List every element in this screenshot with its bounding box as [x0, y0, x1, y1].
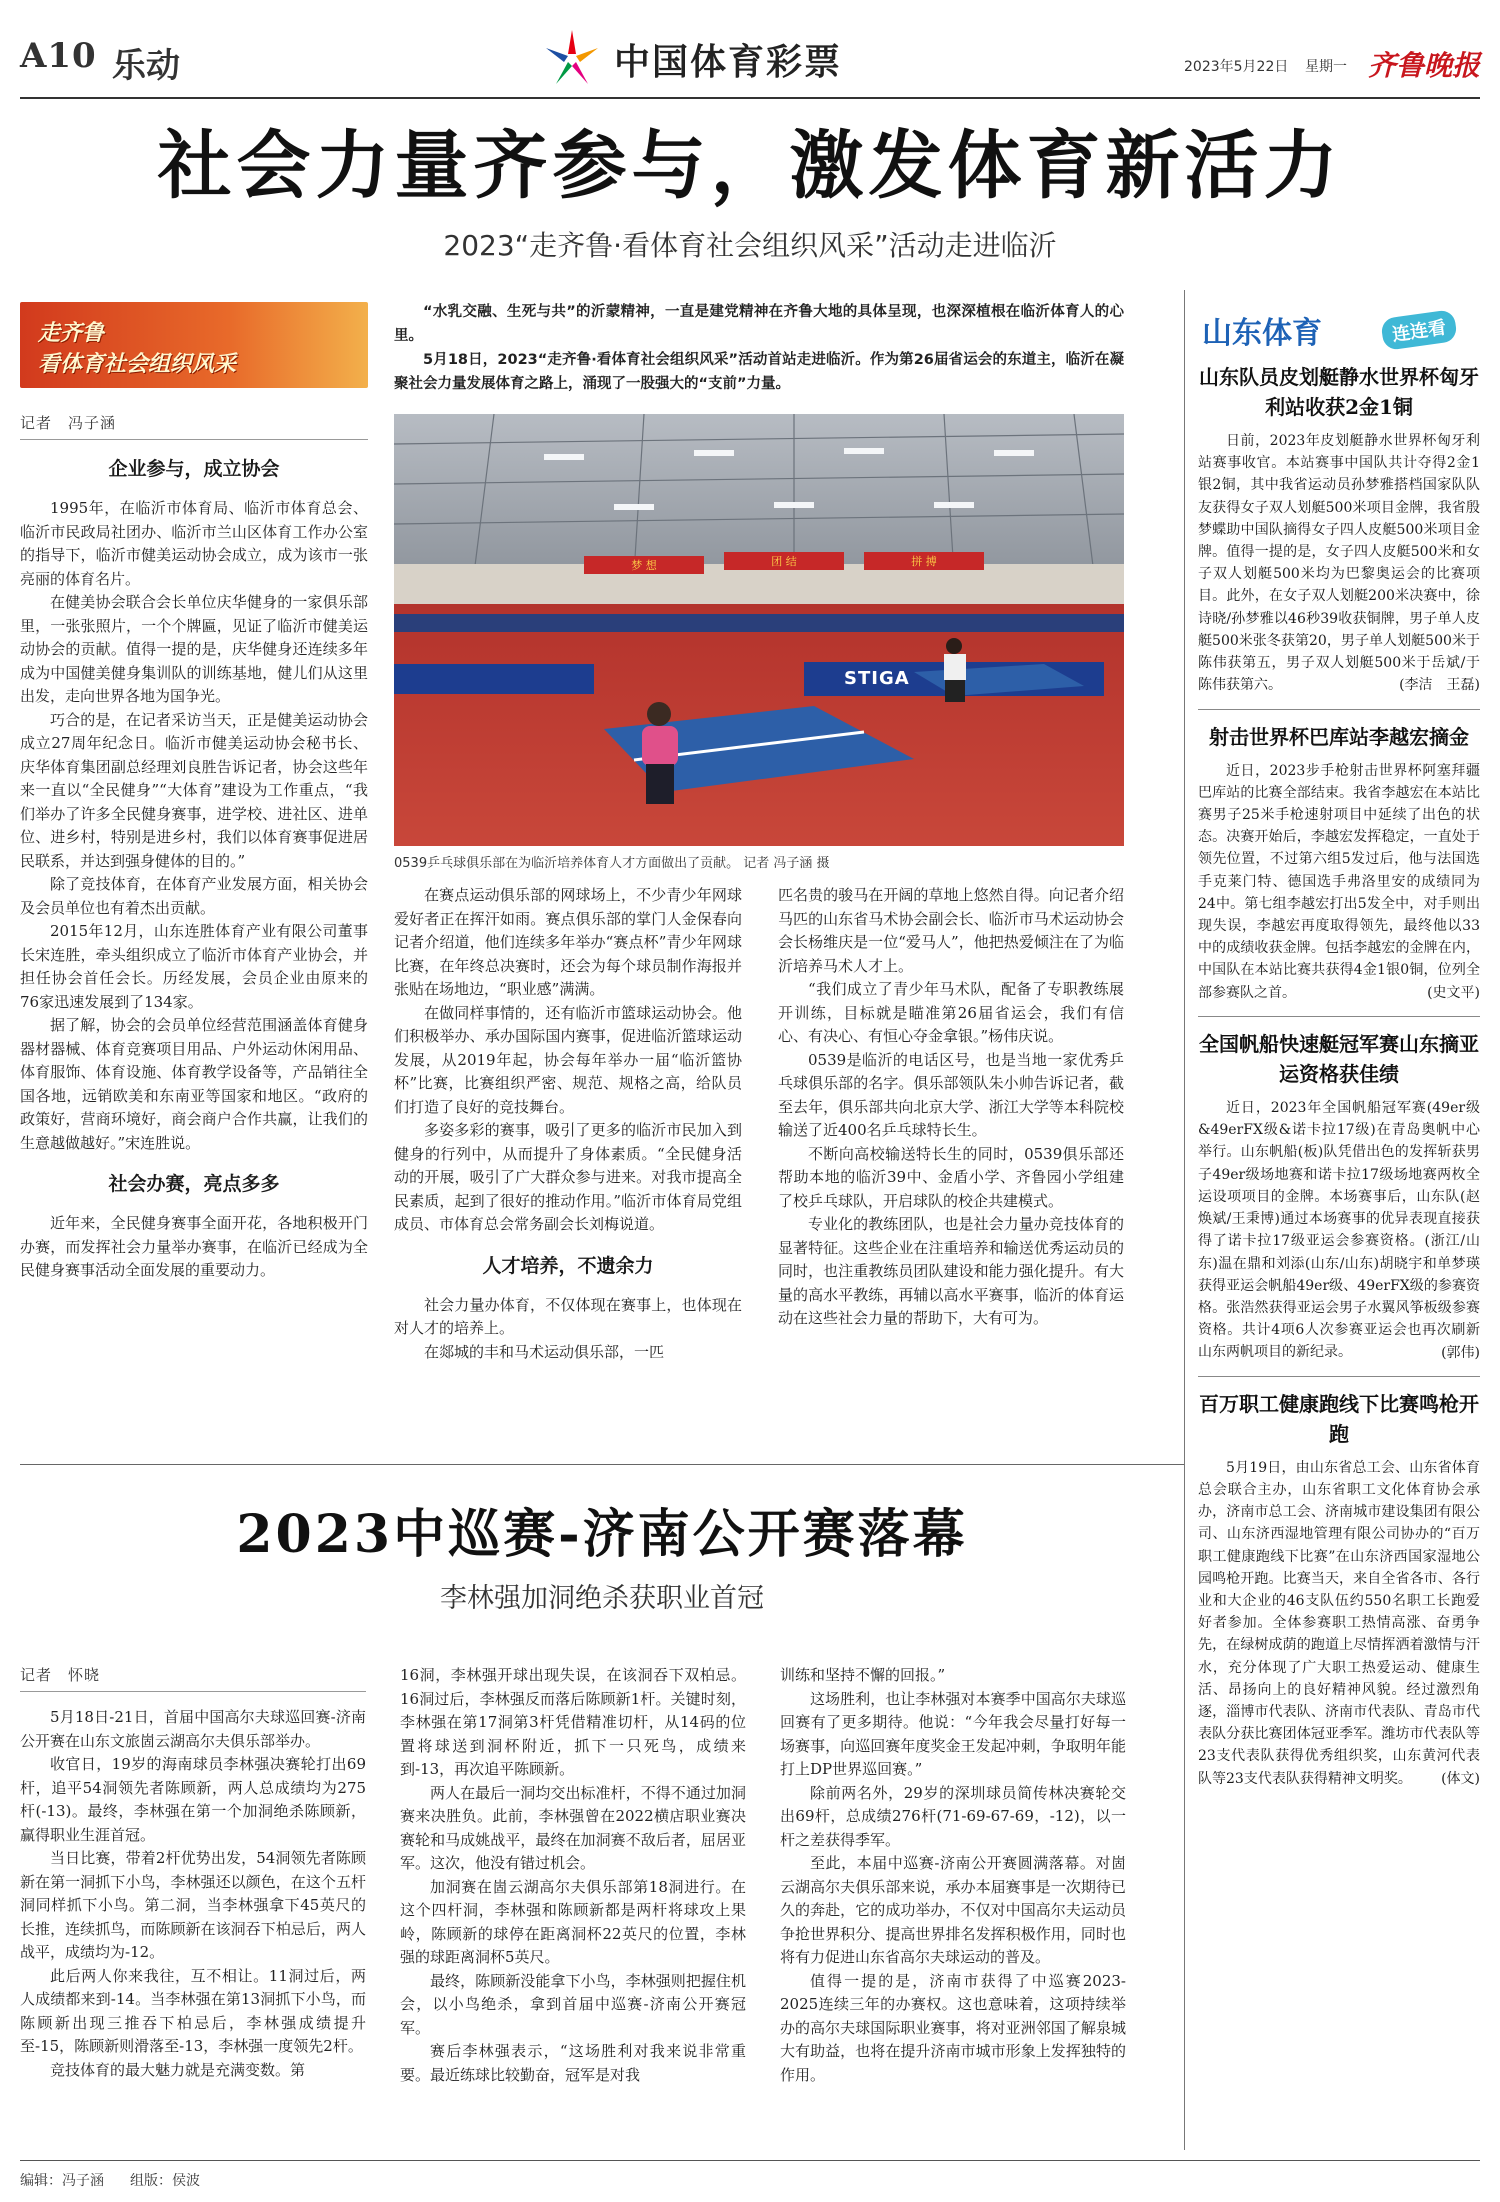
article2-column-1	[20, 1664, 366, 2150]
paragraph: 当日比赛，带着2杆优势出发，54洞领先者陈顾新在第一洞抓下小鸟，李林强还以颜色，在这个五杆洞同样抓下小鸟。第二洞，当李林强拿下45英尺的长推，连续抓鸟，而陈顾新在该洞吞下柏忌后，两人战平，成绩均为-12。	[20, 1849, 366, 1961]
sidebar	[1198, 300, 1480, 2150]
paragraph: 在赛点运动俱乐部的网球场上，不少青少年网球爱好者正在挥汗如雨。赛点俱乐部的掌门人金保春向记者介绍道，他们连续多年举办“赛点杯”青少年网球比赛，在年终总决赛时，还会为每个球员制作海报并张贴在场地边，“职业感”满满。	[394, 886, 742, 998]
paragraph: 1995年，在临沂市体育局、临沂市体育总会、临沂市民政局社团办、临沂市兰山区体育工作办公室的指导下，临沂市健美运动协会成立，成为该市一张亮丽的体育名片。	[20, 499, 368, 588]
sidebar-item-body: 5月19日，由山东省总工会、山东省体育总会联合主办，山东省职工文化体育协会承办，济南市总工会、济南城市建设集团有限公司、山东济西湿地管理有限公司协办的“百万职工健康跑线下比赛”在山东济西国家湿地公园鸣枪开跑。比赛当天，来自全省各市、各行业和大企业的46支队伍约550名职工长跑爱好者参加。全体参赛职工热情高涨、奋勇争先，在绿树成荫的跑道上尽情挥洒着激情与汗水，充分体现了广大职工热爱运动、健康生活、昂扬向上的良好精神风貌。经过激烈角逐，淄博市代表队、济南市代表队、青岛市代表队分获比赛团体冠亚季军。潍坊市代表队等23支代表队获得优秀组织奖，山东黄河代表队等23支代表队获得精神文明奖。	[1198, 1459, 1480, 1787]
article1-column-3	[778, 884, 1124, 1456]
footer-rule	[20, 2160, 1480, 2161]
paragraph: 多姿多彩的赛事，吸引了更多的临沂市民加入到健身的行列中，从而提升了身体素质。“全民健身活动的开展，吸引了广大群众参与进来。对我市提高全民素质，起到了很好的推动作用。”临沂市体育局党组成员、市体育总会常务副会长刘梅说道。	[394, 1121, 742, 1233]
sidebar-separator	[1198, 1376, 1480, 1377]
paragraph: 社会力量办体育，不仅体现在赛事上，也体现在对人才的培养上。	[394, 1295, 742, 1337]
article1-lead	[394, 300, 1124, 410]
sidebar-item-title: 全国帆船快速艇冠军赛山东摘亚运资格获佳绩	[1199, 1032, 1479, 1087]
paragraph: 5月18日-21日，首届中国高尔夫球巡回赛-济南公开赛在山东文旅崮云湖高尔夫俱乐部举办。	[20, 1708, 366, 1750]
article2-column-2	[400, 1664, 746, 2150]
subheading-1: 企业参与，成立协会	[108, 458, 280, 480]
article2-byline: 记者 怀晓	[20, 1664, 366, 1692]
sidebar-separator	[1198, 1016, 1480, 1017]
sidebar-logo-main: 山东体育	[1202, 316, 1322, 351]
paragraph: 专业化的教练团队，也是社会力量办竞技体育的显著特征。这些企业在注重培养和输送优秀运动员的同时，也注重教练员团队建设和能力强化提升。有大量的高水平教练，再辅以高水平赛事，临沂的体育运动在这些社会力量的帮助下，大有可为。	[778, 1215, 1124, 1327]
paragraph: 2015年12月，山东连胜体育产业有限公司董事长宋连胜，牵头组织成立了临沂市体育产业协会，并担任协会首任会长。历经发展，会员企业由原来的76家迅速发展到了134家。	[20, 922, 368, 1011]
paragraph: 16洞，李林强开球出现失误，在该洞吞下双柏忌。16洞过后，李林强反而落后陈顾新1杆。关键时刻，李林强在第17洞第3杆凭借精准切杆，从14码的位置将球送到洞杯附近，抓下一只死鸟，成绩来到-13，再次追平陈顾新。	[400, 1666, 746, 1778]
sponsor-board: STIGA	[844, 668, 910, 689]
page-number: A10	[20, 36, 97, 76]
paragraph: 加洞赛在崮云湖高尔夫俱乐部第18洞进行。在这个四杆洞，李林强和陈顾新都是两杆将球攻上果岭，陈顾新的球停在距离洞杯22英尺的位置，李林强的球距离洞杯5英尺。	[400, 1877, 746, 1966]
paragraph: 至此，本届中巡赛-济南公开赛圆满落幕。对崮云湖高尔夫俱乐部来说，承办本届赛事是一次期待已久的奔赴，它的成功举办，不仅对中国高尔夫运动员争抢世界积分、提高世界排名发挥积极作用，同时也将有力促进山东省高尔夫球运动的普及。	[780, 1854, 1126, 1966]
lottery-logo-icon	[540, 26, 604, 90]
paragraph: 此后两人你来我往，互不相让。11洞过后，两人成绩都来到-14。当李林强在第13洞抓下小鸟，而陈顾新出现三推吞下柏忌后，李林强成绩提升至-15，陈顾新则滑落至-13，李林强一度领先2杆。	[20, 1966, 366, 2055]
article2-subtitle: 李林强加洞绝杀获职业首冠	[440, 1583, 764, 1614]
subheading-3: 人才培养，不遗余力	[482, 1254, 654, 1277]
paragraph: 除了竞技体育，在体育产业发展方面，相关协会及会员单位也有着杰出贡献。	[20, 875, 368, 917]
sidebar-item-signature: (体文)	[1441, 1770, 1480, 1787]
paragraph: 在郯城的丰和马术运动俱乐部，一匹	[424, 1342, 665, 1361]
hall-banner-3: 拼 搏	[911, 555, 937, 568]
paragraph: 值得一提的是，济南市获得了中巡赛2023-2025连续三年的办赛权。这也意味着，这项持续举办的高尔夫球国际职业赛事，将对亚洲邻国了解泉城大有助益，也将在提升济南市城市形象上发挥独特的作用。	[780, 1971, 1126, 2084]
paragraph: 这场胜利，也让李林强对本赛季中国高尔夫球巡回赛有了更多期待。他说：“今年我会尽量打好每一场赛事，向巡回赛年度奖金王发起冲刺，争取明年能打上DP世界巡回赛。”	[780, 1689, 1126, 1778]
table-tennis-photo	[394, 414, 1124, 846]
paragraph: 在健美协会联合会长单位庆华健身的一家俱乐部里，一张张照片，一个个牌匾，见证了临沂市健美运动协会的贡献。值得一提的是，庆华健身还连续多年成为中国健美健身集训队的训练基地，健儿们从这里出发，走向世界各地为国争光。	[20, 593, 368, 705]
paragraph: 在做同样事情的，还有临沂市篮球运动协会。他们积极举办、承办国际国内赛事，促进临沂篮球运动发展，从2019年起，协会每年举办一届“临沂篮协杯”比赛，比赛组织严密、规范、规格之高，给队员们打造了良好的竞技舞台。	[394, 1003, 742, 1116]
issue-date: 2023年5月22日	[1184, 59, 1289, 75]
sidebar-logo-tag: 连连看	[1380, 309, 1458, 351]
paragraph: 最终，陈顾新没能拿下小鸟，李林强则把握住机会，以小鸟绝杀，拿到首届中巡赛-济南公开赛冠军。	[400, 1971, 746, 2037]
paragraph: “我们成立了青少年马术队，配备了专职教练展开训练，目标就是瞄准第26届省运会，我们有信心、有决心、有恒心夺金拿银。”杨伟庆说。	[778, 980, 1124, 1045]
article1-subtitle: 2023“走齐鲁·看体育社会组织风采”活动走进临沂	[443, 229, 1057, 262]
paragraph: 0539是临沂的电话区号，也是当地一家优秀乒乓球俱乐部的名字。俱乐部领队朱小帅告诉记者，截至去年，俱乐部共向北京大学、浙江大学等本科院校输送了近400名乒乓球特长生。	[778, 1050, 1124, 1139]
paragraph: 据了解，协会的会员单位经营范围涵盖体育健身器材器械、体育竞赛项目用品、户外运动休闲用品、体育服饰、体育设施、体育教学设备等，产品销往全国各地，远销欧美和东南亚等国家和地区。“政府的政策好，营商环境好，商会商户合作共赢，让我们的生意越做越好。”宋连胜说。	[20, 1016, 368, 1152]
hall-banner-1: 梦 想	[631, 559, 657, 572]
lead-paragraph: “水乳交融、生死与共”的沂蒙精神，一直是建党精神在齐鲁大地的具体呈现，也深深植根在临沂体育人的心里。	[394, 304, 1124, 344]
paragraph: 两人在最后一洞均交出标准杆，不得不通过加洞赛来决胜负。此前，李林强曾在2022横店职业赛决赛轮和马成姚战平，最终在加洞赛不敌后者，屈居亚军。这次，他没有错过机会。	[400, 1783, 746, 1872]
subheading-2: 社会办赛，亮点多多	[108, 1173, 280, 1195]
sidebar-item-signature: (李洁 王磊)	[1399, 677, 1480, 694]
sidebar-item-title: 百万职工健康跑线下比赛鸣枪开跑	[1199, 1391, 1479, 1446]
article1-byline: 记者 冯子涵	[20, 412, 368, 440]
sidebar-divider	[1184, 290, 1185, 2150]
paragraph: 训练和坚持不懈的回报。”	[780, 1666, 946, 1684]
sidebar-item-signature: (史文平)	[1427, 984, 1480, 1001]
lead-paragraph: 5月18日，2023“走齐鲁·看体育社会组织风采”活动首站走进临沂。作为第26届省运会的东道主，临沂在凝聚社会力量发展体育之路上，涌现了一股强大的“支前”力量。	[394, 352, 1124, 392]
article1-column-2	[394, 884, 742, 1456]
sidebar-logo	[1198, 300, 1480, 358]
sidebar-separator	[1198, 709, 1480, 710]
footer-editor: 编辑：冯子涵	[20, 2173, 104, 2189]
paragraph: 匹名贵的骏马在开阔的草地上悠然自得。向记者介绍马匹的山东省马术协会副会长、临沂市马术运动协会会长杨维庆是一位“爱马人”，他把热爱倾注在了为临沂培养马术人才上。	[778, 886, 1124, 975]
article2-title: 2023中巡赛-济南公开赛落幕	[236, 1504, 968, 1565]
campaign-banner	[20, 302, 368, 388]
footer-designer: 组版：侯波	[130, 2173, 200, 2189]
paragraph: 竞技体育的最大魅力就是充满变数。第	[50, 2060, 306, 2079]
sidebar-item-title: 射击世界杯巴库站李越宏摘金	[1209, 724, 1469, 749]
paragraph: 不断向高校输送特长生的同时，0539俱乐部还帮助本地的临沂39中、金盾小学、齐鲁园小学组建了校乒乓球队，开启球队的校企共建模式。	[778, 1144, 1124, 1210]
section-name: 乐动	[112, 46, 180, 86]
sidebar-item-body: 近日，2023年全国帆船冠军赛(49er级&49erFX级&诺卡拉17级)在青岛奥帆中心举行。山东帆船(板)队凭借出色的发挥斩获男子49er级场地赛和诺卡拉17级场地赛两枚全运设项项目的金牌。本场赛事后，山东队(赵焕斌/王秉博)通过本场赛事的优异表现直接获得了诺卡拉17级亚运会参赛资格。(浙江/山东)温在鼎和刘添(山东/山东)胡晓宇和单梦瑛获得亚运会帆船49er级、49erFX级的参赛资格。张浩然获得亚运会男子水翼风筝板级参赛资格。共计4项6人次参赛亚运会也再次刷新山东两帆项目的新纪录。	[1198, 1100, 1480, 1361]
lottery-name: 中国体育彩票	[614, 42, 843, 83]
paragraph: 赛后李林强表示，“这场胜利对我来说非常重要。最近练球比较勤奋，冠军是对我	[400, 2042, 746, 2084]
sidebar-item-body: 日前，2023年皮划艇静水世界杯匈牙利站赛事收官。本站赛事中国队共计夺得2金1银2铜，其中我省运动员孙梦雅搭档国家队队友获得女子双人划艇500米项目金牌，我省殷梦蝶助中国队摘得女子四人皮艇500米项目金牌。值得一提的是，女子四人皮艇500米和女子双人划艇500米均为巴黎奥运会的比赛项目。此外，在女子双人划艇200米决赛中，徐诗晓/孙梦雅以46秒39收获铜牌，男子单人皮艇500米张冬获第20，男子单人划艇500米于陈伟获第五，男子双人划艇500米于岳斌/于陈伟获第六。	[1198, 433, 1480, 694]
article1-column-1	[20, 302, 368, 1456]
hall-banner-2: 团 结	[771, 555, 797, 568]
article-divider	[20, 1464, 1184, 1465]
paragraph: 除前两名外，29岁的深圳球员简传林决赛轮交出69杆，总成绩276杆(71-69-67-69，-12)，以一杆之差获得季军。	[780, 1783, 1126, 1849]
sidebar-item-signature: (郭伟)	[1441, 1344, 1480, 1361]
paragraph: 近年来，全民健身赛事全面开花，各地积极开门办赛，而发挥社会力量举办赛事，在临沂已经成为全民健身赛事活动全面发展的重要动力。	[20, 1214, 368, 1279]
article1-title: 社会力量齐参与，激发体育新活力	[157, 123, 1343, 209]
article2-column-3	[780, 1664, 1126, 2150]
sidebar-item-title: 山东队员皮划艇静水世界杯匈牙利站收获2金1铜	[1199, 365, 1479, 419]
campaign-banner-line2: 看体育社会组织风采	[38, 352, 237, 377]
paragraph: 巧合的是，在记者采访当天，正是健美运动协会成立27周年纪念日。临沂市健美运动协会秘书长、庆华体育集团副总经理刘良胜告诉记者，协会这些年来一直以“全民健身”“大体育”建设为工作重点，“我们举办了许多全民健身赛事，进学校、进社区、进单位、进乡村，特别是进乡村，我们以体育赛事促进居民联系，并达到强身健体的目的。”	[20, 710, 368, 870]
campaign-banner-line1: 走齐鲁	[38, 321, 105, 346]
page-header	[0, 0, 1500, 100]
photo-caption: 0539乒乓球俱乐部在为临沂培养体育人才方面做出了贡献。 记者 冯子涵 摄	[394, 856, 830, 871]
newspaper-name: 齐鲁晚报	[1368, 49, 1481, 82]
header-rule	[20, 97, 1480, 99]
paragraph: 收官日，19岁的海南球员李林强决赛轮打出69杆，追平54洞领先者陈顾新，两人总成绩均为275杆(-13)。最终，李林强在第一个加洞绝杀陈顾新，赢得职业生涯首冠。	[20, 1755, 366, 1844]
sidebar-item-body: 近日，2023步手枪射击世界杯阿塞拜疆巴库站的比赛全部结束。我省李越宏在本站比赛男子25米手枪速射项目中延续了出色的状态。决赛开始后，李越宏发挥稳定，一直处于领先位置，不过第六组5发过后，他与法国选手克莱门特、德国选手弗洛里安的成绩同为24中。第七组李越宏打出5发全中，对手则出现失误，李越宏再度取得领先，最终他以33中的成绩收获金牌。包括李越宏的金牌在内，中国队在本站比赛共获得4金1银0铜，位列全部参赛队之首。	[1198, 762, 1480, 1001]
issue-weekday: 星期一	[1305, 59, 1347, 75]
